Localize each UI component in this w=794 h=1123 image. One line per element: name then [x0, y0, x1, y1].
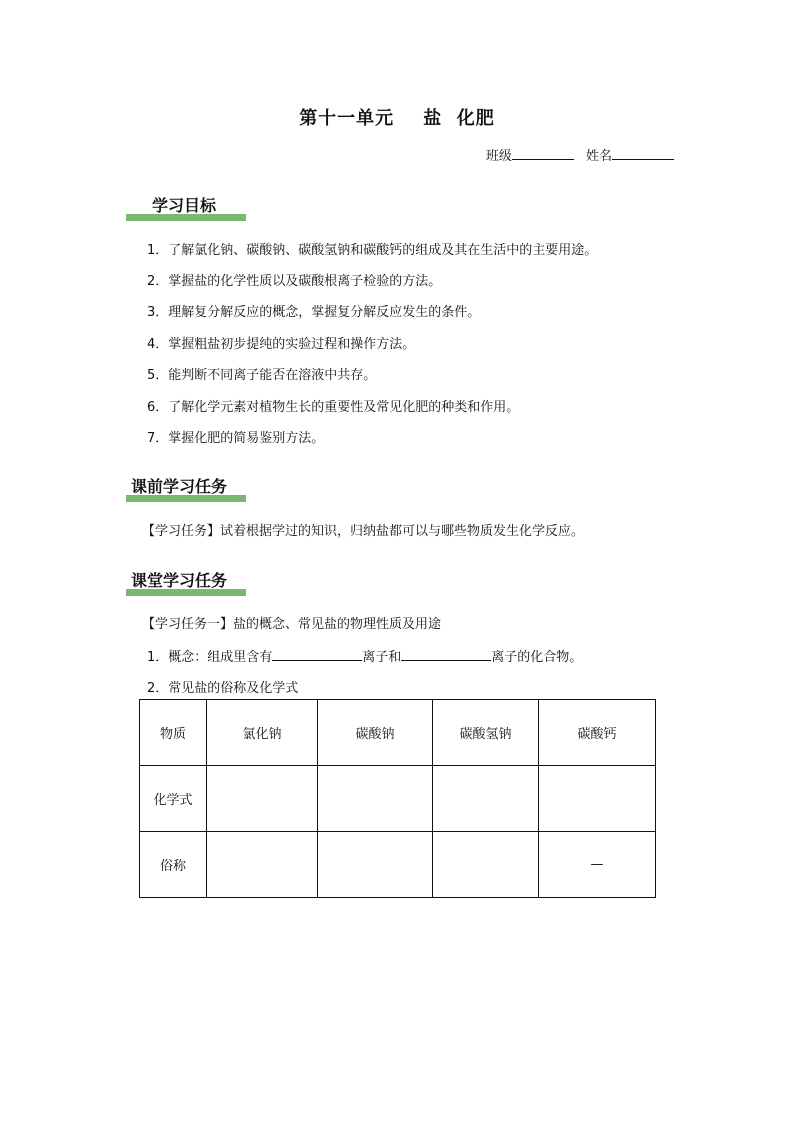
table-header-cell: 碳酸氢钠 [433, 700, 539, 766]
name-label: 姓名 [585, 149, 612, 164]
table-cell-input[interactable] [207, 832, 318, 898]
class-label: 班级 [485, 149, 512, 164]
concept-mid: 离子和 [362, 650, 402, 665]
cation-blank[interactable] [272, 647, 362, 661]
table-cell-input[interactable] [318, 832, 433, 898]
heading-highlight-bar [126, 495, 246, 502]
concept-prefix: 1．概念：组成里含有 [147, 650, 273, 665]
table-row-label: 化学式 [140, 766, 207, 832]
common-salts-title: 2．常见盐的俗称及化学式 [147, 681, 299, 696]
goal-item: 2．掌握盐的化学性质以及碳酸根离子检验的方法。 [147, 274, 442, 289]
name-blank[interactable] [612, 145, 674, 160]
table-cell-input[interactable] [207, 766, 318, 832]
table-header-cell: 氯化钠 [207, 700, 318, 766]
heading-highlight-bar [126, 214, 246, 221]
table-row [140, 766, 656, 832]
table-header-cell: 碳酸钙 [539, 700, 656, 766]
section-heading-pre-class [126, 474, 227, 500]
section-heading-text: 课堂学习任务 [131, 571, 228, 590]
table-cell-dash: — [539, 832, 656, 898]
table-header-cell: 碳酸钠 [318, 700, 433, 766]
goal-item: 4．掌握粗盐初步提纯的实验过程和操作方法。 [147, 337, 416, 352]
goal-item: 1．了解氯化钠、碳酸钠、碳酸氢钠和碳酸钙的组成及其在生活中的主要用途。 [147, 243, 598, 258]
common-salts-table [139, 699, 656, 898]
table-cell-input[interactable] [539, 766, 656, 832]
task1-title: 【学习任务一】盐的概念、常见盐的物理性质及用途 [142, 617, 442, 632]
goal-item: 3．理解复分解反应的概念，掌握复分解反应发生的条件。 [147, 305, 481, 320]
table-header-row [140, 700, 656, 766]
concept-line [147, 646, 582, 665]
table-cell-input[interactable] [318, 766, 433, 832]
table-row-label: 俗称 [140, 832, 207, 898]
goal-item: 6．了解化学元素对植物生长的重要性及常见化肥的种类和作用。 [147, 400, 520, 415]
goal-item: 5．能判断不同离子能否在溶液中共存。 [147, 368, 377, 383]
page-title: 第十一单元 盐 化肥 [299, 108, 495, 129]
concept-suffix: 离子的化合物。 [491, 650, 583, 665]
class-name-line [486, 145, 674, 164]
table-cell-input[interactable] [433, 832, 539, 898]
pre-class-task: 【学习任务】试着根据学过的知识，归纳盐都可以与哪些物质发生化学反应。 [142, 524, 585, 539]
anion-blank[interactable] [401, 647, 491, 661]
table-cell-input[interactable] [433, 766, 539, 832]
table-header-cell: 物质 [140, 700, 207, 766]
section-heading-text: 学习目标 [152, 196, 217, 215]
heading-highlight-bar [126, 589, 246, 596]
section-heading-in-class [126, 568, 227, 594]
goal-item: 7．掌握化肥的简易鉴别方法。 [147, 431, 325, 446]
table-row [140, 832, 656, 898]
section-heading-text: 课前学习任务 [131, 477, 228, 496]
section-heading-goals [126, 193, 216, 219]
class-blank[interactable] [512, 145, 574, 160]
